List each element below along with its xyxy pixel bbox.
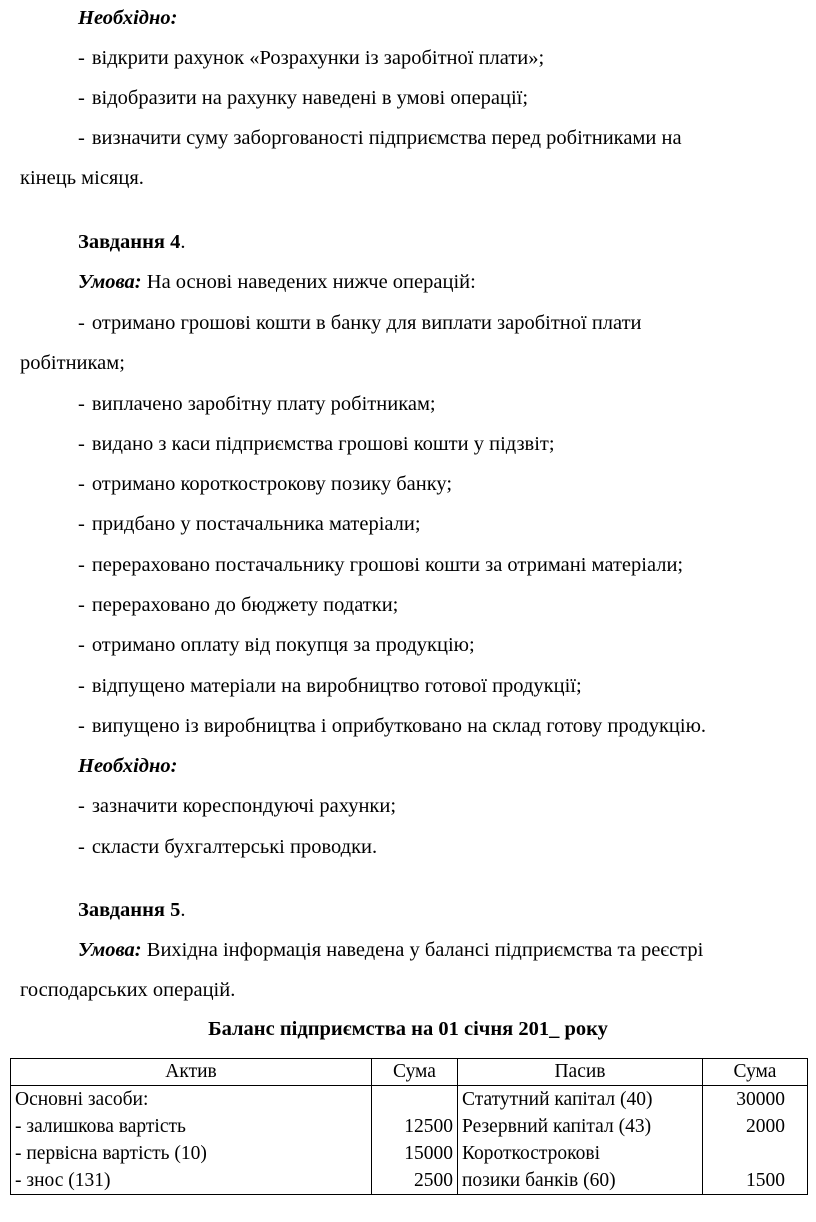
liability-sums-cell xyxy=(703,1086,808,1195)
operation-item-continuation: робітникам; xyxy=(20,352,125,374)
operation-item: - виплачено заробітну плату робітникам; xyxy=(78,393,436,415)
task5-condition-continuation: господарських операцій. xyxy=(20,979,236,1001)
asset-line: - первісна вартість (10) xyxy=(15,1143,207,1164)
list-item-continuation: кінець місяця. xyxy=(20,167,144,189)
task4-condition: Умова: На основі наведених нижче операцій: xyxy=(78,271,476,293)
liability-sum: 30000 xyxy=(736,1089,785,1110)
task5-heading: Завдання 5. xyxy=(78,899,186,921)
liabilities-cell xyxy=(458,1086,703,1195)
operation-item: - отримано короткострокову позику банку; xyxy=(78,473,453,495)
asset-line: - залишкова вартість xyxy=(15,1116,186,1137)
asset-sum: 12500 xyxy=(404,1116,453,1137)
list-item: - зазначити кореспондуючі рахунки; xyxy=(78,795,397,817)
operation-item: - отримано грошові кошти в банку для виплати заробітної плати xyxy=(78,312,642,334)
liability-line: Статутний капітал (40) xyxy=(462,1089,653,1110)
table-header-row xyxy=(11,1059,808,1086)
header-assets: Актив xyxy=(11,1059,372,1086)
asset-sum: 15000 xyxy=(404,1143,453,1164)
liability-line: позики банків (60) xyxy=(462,1170,616,1191)
liability-sum: 2000 xyxy=(746,1116,785,1137)
list-item: - відобразити на рахунку наведені в умові операції; xyxy=(78,87,529,109)
asset-sums-cell xyxy=(372,1086,458,1195)
required-heading-1: Необхідно: xyxy=(78,7,178,29)
required-heading-2: Необхідно: xyxy=(78,755,178,777)
header-sum: Сума xyxy=(703,1059,808,1086)
operation-item: - випущено із виробництва і оприбутковано на склад готову продукцію. xyxy=(78,715,707,737)
operation-item: - видано з каси підприємства грошові кошти у підзвіт; xyxy=(78,433,555,455)
asset-sum xyxy=(376,1086,453,1113)
balance-table xyxy=(10,1058,808,1195)
operation-item: - перераховано до бюджету податки; xyxy=(78,594,399,616)
table-row xyxy=(11,1086,808,1195)
assets-cell xyxy=(11,1086,372,1195)
header-liabilities: Пасив xyxy=(458,1059,703,1086)
operation-item: - перераховано постачальнику грошові кошти за отримані матеріали; xyxy=(78,554,684,576)
asset-line: - знос (131) xyxy=(15,1170,111,1191)
operation-item: - отримано оплату від покупця за продукцію; xyxy=(78,634,475,656)
liability-sum: 1500 xyxy=(746,1170,785,1191)
liability-sum xyxy=(707,1140,785,1167)
asset-line: Основні засоби: xyxy=(15,1089,149,1110)
liability-line: Короткострокові xyxy=(462,1143,601,1164)
asset-sum: 2500 xyxy=(414,1170,453,1191)
task4-heading: Завдання 4. xyxy=(78,231,186,253)
liability-line: Резервний капітал (43) xyxy=(462,1116,652,1137)
list-item: - скласти бухгалтерські проводки. xyxy=(78,836,378,858)
list-item: - відкрити рахунок «Розрахунки із заробітної плати»; xyxy=(78,47,545,69)
header-sum: Сума xyxy=(372,1059,458,1086)
operation-item: - відпущено матеріали на виробництво готової продукції; xyxy=(78,675,582,697)
operation-item: - придбано у постачальника матеріали; xyxy=(78,513,421,535)
balance-title: Баланс підприємства на 01 січня 201_ року xyxy=(208,1018,608,1040)
task5-condition: Умова: Вихідна інформація наведена у балансі підприємства та реєстрі xyxy=(78,939,704,961)
list-item: - визначити суму заборгованості підприємства перед робітниками на xyxy=(78,127,682,149)
